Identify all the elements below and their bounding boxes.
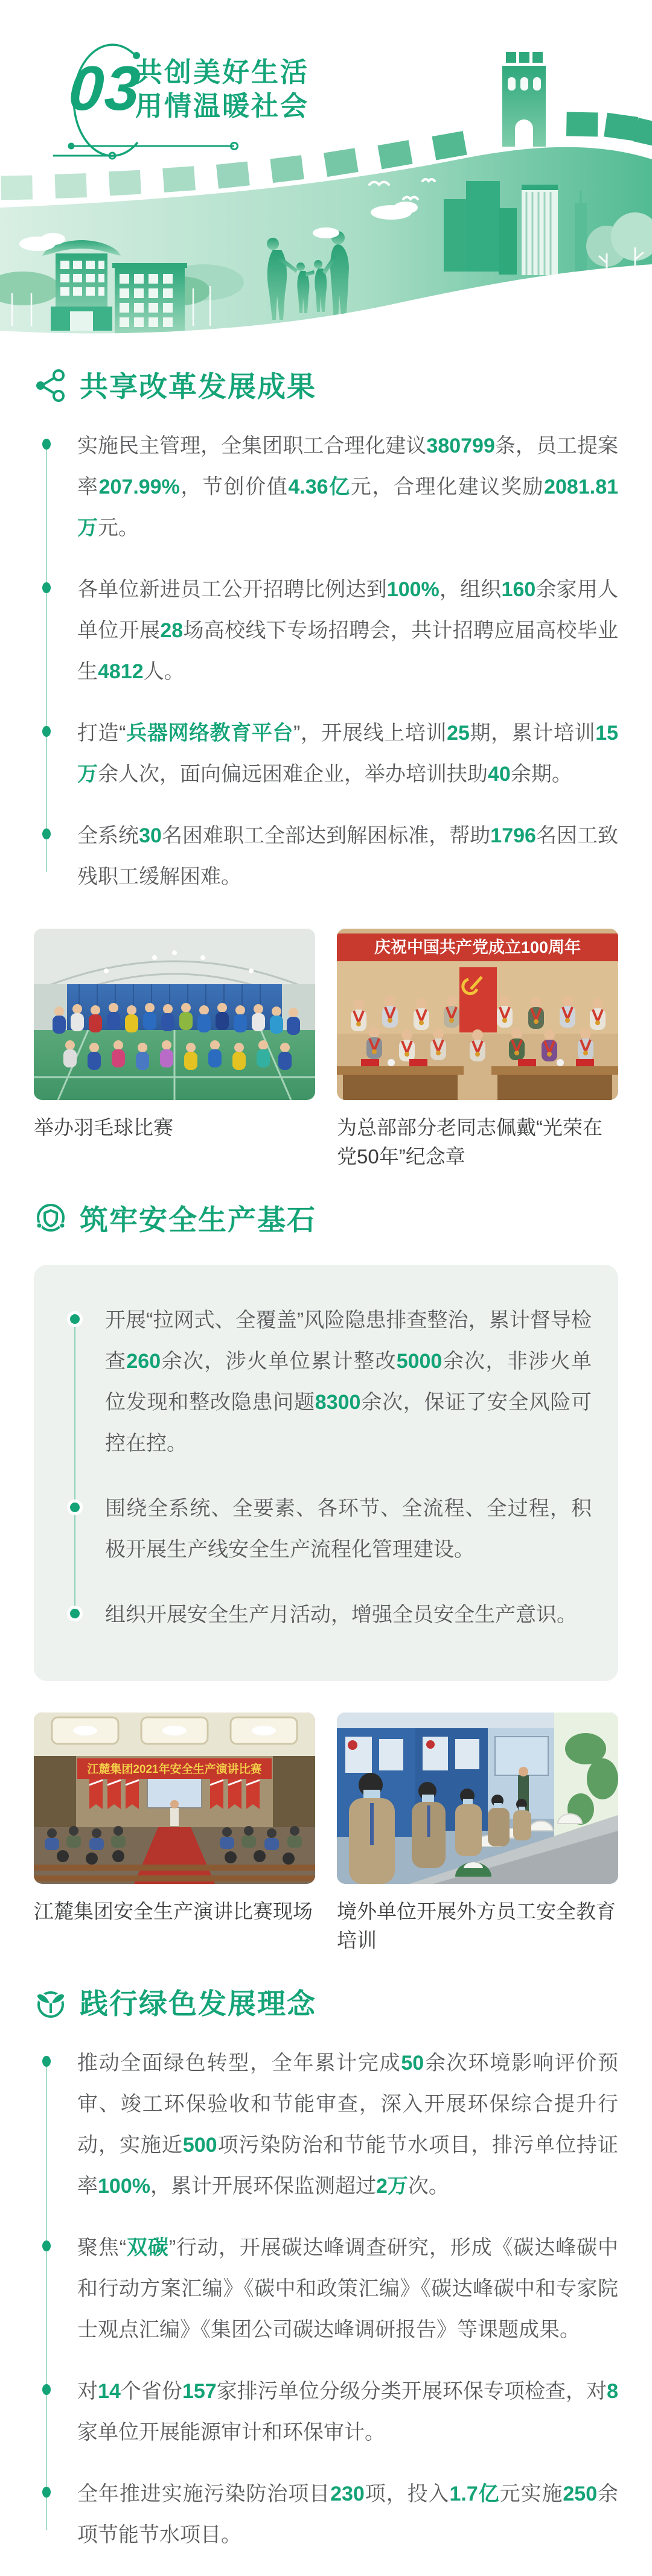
text-run: 家排污单位分级分类开展环保专项检查，对 (216, 2380, 607, 2403)
chapter-number: 03 (66, 54, 144, 124)
highlight-text: 25 (447, 722, 470, 745)
bullet-item (42, 2473, 618, 2555)
section-heading (34, 364, 618, 405)
text-run: 个省份 (120, 2380, 182, 2403)
bullet-text (105, 1603, 577, 1626)
text-run: 全系统 (77, 824, 139, 847)
text-run: 期，累计培训 (469, 722, 596, 745)
chapter-title-line1: 共创美好生活 (135, 57, 310, 87)
bullet-text (105, 1309, 592, 1455)
bullet-text (77, 2236, 618, 2341)
highlight-text: 100% (98, 2175, 150, 2198)
photo-speech-contest (34, 1713, 315, 1884)
bullet-text (105, 1497, 592, 1561)
text-run: ，节创价值 (179, 475, 289, 498)
highlight-text: 500 (182, 2134, 217, 2157)
highlight-text: 1796 (490, 824, 536, 847)
highlight-text: 双碳 (126, 2236, 169, 2259)
bullet-dot (42, 2384, 51, 2395)
photo-badminton (34, 929, 315, 1100)
text-run: 打造“ (77, 722, 126, 745)
text-run: 名因工致残职工缓解困难。 (77, 824, 619, 888)
highlight-text: 260 (126, 1350, 161, 1373)
bullet-text (77, 2482, 618, 2546)
photo-card (337, 929, 618, 1171)
bullet-item (70, 1300, 592, 1464)
anniversary-banner-text: 庆祝中国共产党成立100周年 (374, 938, 581, 956)
share-icon (34, 368, 68, 402)
bullet-text (77, 824, 618, 888)
photo-caption: 境外单位开展外方员工安全教育培训 (337, 1900, 616, 1951)
photo-caption: 为总部部分老同志佩戴“光荣在党50年”纪念章 (337, 1116, 602, 1168)
great-wall-tower (502, 52, 546, 147)
text-run: 余次，非涉火单位发现和整改隐患问题 (105, 1350, 592, 1414)
text-run: 项污染防治和节能节水项目，排污单位持证率 (77, 2134, 619, 2198)
text-run: 组织开展安全生产月活动，增强全员安全生产意识。 (105, 1603, 577, 1626)
bullet-dot (70, 1503, 80, 1512)
photo-card (337, 1713, 618, 1955)
photo-card (34, 929, 315, 1171)
bullet-item (42, 569, 618, 692)
sprout-icon (34, 1985, 68, 2019)
section-title: 共享改革发展成果 (80, 370, 316, 402)
text-run: 全年推进实施污染防治项目 (77, 2482, 331, 2505)
text-run: ”行动，开展碳达峰调查研究，形成《碳达峰碳中和行动方案汇编》《碳中和政策汇编》《碳达峰碳中和专家院士观点汇编》《集团公司碳达峰调研报告》等课题成果。 (77, 2236, 619, 2341)
bullet-text (77, 578, 618, 683)
section-title: 践行绿色发展理念 (80, 1988, 316, 2020)
section-green-development (34, 1982, 618, 2555)
bullet-item (42, 713, 618, 795)
bullet-text (77, 434, 618, 539)
photo-anniversary (337, 929, 618, 1100)
highlight-text: 8300 (315, 1391, 361, 1414)
bullet-dot (70, 1609, 80, 1618)
bullet-dot (42, 726, 51, 737)
chapter-header (29, 18, 367, 175)
text-run: 余人次，面向偏远困难企业，举办培训扶助 (98, 763, 488, 786)
text-run: 实施民主管理，全集团职工合理化建议 (77, 434, 427, 457)
text-run: 元实施 (499, 2482, 563, 2505)
text-run: 余次，涉火单位累计整改 (161, 1350, 397, 1373)
highlight-text: 230 (330, 2482, 365, 2505)
highlight-text: 250 (563, 2482, 598, 2505)
text-run: 余项节能节水项目。 (77, 2482, 619, 2546)
text-run: 推动全面绿色转型，全年累计完成 (77, 2052, 401, 2075)
bullet-item (70, 1594, 592, 1635)
highlight-text: 1.7亿 (449, 2482, 500, 2505)
text-run: 余次环境影响评价预审、竣工环保验收和节能审查，深入开展环保综合提升行动，实施近 (77, 2052, 619, 2157)
bullet-dot (42, 439, 51, 450)
text-run: 次。 (408, 2175, 449, 2198)
section-heading (34, 1982, 618, 2022)
top-banner (0, 0, 652, 338)
text-run: 元。 (98, 517, 139, 539)
bullet-item (42, 425, 618, 549)
bullet-item (70, 1488, 592, 1570)
bullet-list (42, 2043, 618, 2555)
highlight-text: 4.36亿 (288, 475, 351, 498)
photo-card (34, 1713, 315, 1955)
highlight-text: 5000 (396, 1350, 443, 1373)
text-run: 余次，保证了安全风险可控在控。 (105, 1391, 592, 1455)
text-run: ，组织 (439, 578, 502, 601)
highlight-text: 160 (501, 578, 536, 601)
contest-banner-text: 江麓集团2021年安全生产演讲比赛 (87, 1763, 262, 1776)
text-run: ，累计开展环保监测超过 (150, 2175, 376, 2198)
bullet-text (77, 722, 618, 786)
text-run: 围绕全系统、全要素、各环节、全流程、全过程，积极开展生产线安全生产流程化管理建设。 (105, 1497, 592, 1561)
text-run: 名困难职工全部达到解困标准，帮助 (161, 824, 491, 847)
highlight-text: 100% (386, 578, 439, 601)
highlight-text: 2万 (376, 2175, 408, 2198)
photo-caption: 举办羽毛球比赛 (34, 1116, 173, 1139)
bullet-text (77, 2380, 618, 2444)
photo-overseas-training (337, 1713, 618, 1884)
section-safety-production (34, 1198, 618, 1238)
safety-highlight-box (34, 1265, 618, 1681)
text-run: 元，合理化建议奖励 (350, 475, 545, 498)
bullet-list (42, 425, 618, 897)
highlight-text: 14 (98, 2380, 121, 2403)
highlight-text: 兵器网络教育平台 (126, 722, 293, 745)
bullet-list (70, 1300, 592, 1635)
highlight-text: 380799 (426, 434, 495, 457)
text-run: 余期。 (510, 763, 572, 786)
section-title: 筑牢安全生产基石 (80, 1204, 316, 1236)
text-run: 各单位新进员工公开招聘比例达到 (77, 578, 387, 601)
text-run: 条，员工提案率 (77, 434, 619, 498)
bullet-item (42, 2371, 618, 2453)
bullet-item (42, 2227, 618, 2350)
text-run: 余家用人单位开展 (77, 578, 619, 642)
highlight-text: 50 (401, 2052, 424, 2075)
highlight-text: 207.99% (98, 475, 180, 498)
highlight-text: 2081.81万 (77, 475, 619, 539)
bullet-text (77, 2052, 618, 2198)
text-run: 项，投入 (364, 2482, 450, 2505)
photo-row-1 (34, 929, 618, 1171)
chapter-title (135, 56, 309, 123)
text-run: 对 (77, 2380, 98, 2403)
highlight-text: 30 (139, 824, 162, 847)
bullet-item (42, 815, 618, 897)
highlight-text: 28 (160, 619, 184, 642)
text-run: ”，开展线上培训 (293, 722, 447, 745)
highlight-text: 157 (182, 2380, 217, 2403)
bullet-dot (42, 2240, 51, 2251)
photo-row-2 (34, 1713, 618, 1955)
section-reform-achievements (34, 364, 618, 897)
highlight-text: 4812 (98, 660, 144, 683)
bullet-item (42, 2043, 618, 2207)
bullet-dot (42, 828, 51, 839)
party-flag (459, 967, 497, 1032)
text-run: 聚焦“ (77, 2236, 127, 2259)
section-heading (34, 1198, 618, 1238)
chapter-title-line2: 用情温暖社会 (135, 91, 310, 121)
highlight-text: 8 (607, 2380, 619, 2403)
bullet-dot (70, 1314, 80, 1324)
photo-caption: 江麓集团安全生产演讲比赛现场 (34, 1900, 313, 1922)
shield-icon (34, 1201, 68, 1235)
bullet-dot (42, 2487, 51, 2498)
text-run: 人。 (143, 660, 185, 683)
text-run: 开展“拉网式、全覆盖”风险隐患排查整治，累计督导检查 (105, 1309, 592, 1373)
text-run: 家单位开展能源审计和环保审计。 (77, 2421, 385, 2444)
highlight-text: 15万 (77, 722, 619, 786)
highlight-text: 40 (488, 763, 511, 786)
text-run: 场高校线下专场招聘会，共计招聘应届高校毕业生 (77, 619, 619, 683)
bullet-dot (42, 2056, 51, 2067)
bullet-dot (42, 582, 51, 593)
